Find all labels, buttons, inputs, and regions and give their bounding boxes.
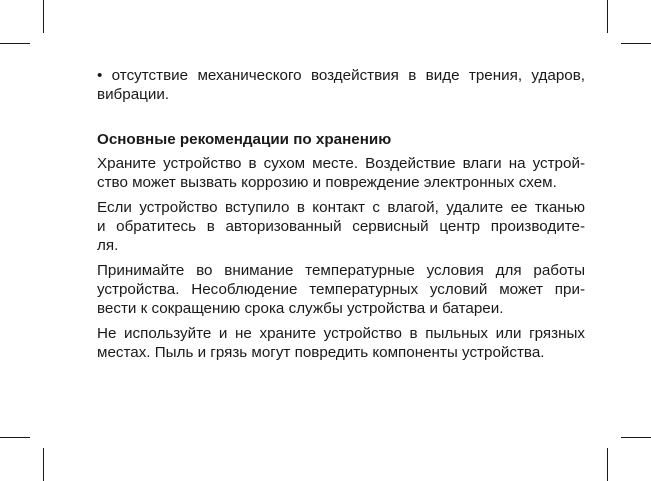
paragraph-temperature — [97, 261, 585, 318]
crop-mark-top-left-horizontal — [0, 43, 30, 44]
paragraph-line: Если устройство вступило в контакт с влагой, удалите ее тканью — [97, 199, 585, 216]
paragraph-line: устройства. Несоблюдение температурных условий может при- — [97, 281, 585, 298]
crop-mark-top-left-vertical — [43, 0, 44, 33]
paragraph-line: Принимайте во внимание температурные условия для работы — [97, 262, 585, 279]
paragraph-line: местах. Пыль и грязь могут повредить компоненты устройства. — [97, 344, 545, 361]
paragraph-moisture-contact — [97, 198, 585, 255]
crop-mark-top-right-vertical — [607, 0, 608, 33]
page-content — [97, 66, 585, 368]
crop-mark-bottom-left-horizontal — [0, 437, 30, 438]
paragraph-dust — [97, 324, 585, 362]
crop-mark-bottom-left-vertical — [43, 448, 44, 481]
paragraph-line: Храните устройство в сухом месте. Воздействие влаги на устрой- — [97, 155, 585, 172]
bullet-paragraph — [97, 66, 585, 104]
paragraph-line: вести к сокращению срока службы устройства и батареи. — [97, 300, 504, 317]
crop-mark-bottom-right-vertical — [607, 448, 608, 481]
bullet-line-1: • отсутствие механического воздействия в виде трения, ударов, — [97, 67, 585, 84]
bullet-line-2: вибрации. — [97, 86, 170, 103]
section-heading: Основные рекомендации по хранению — [97, 131, 392, 148]
crop-mark-bottom-right-horizontal — [621, 437, 651, 438]
crop-mark-top-right-horizontal — [621, 43, 651, 44]
paragraph-line: и обратитесь в авторизованный сервисный центр производите- — [97, 218, 585, 235]
paragraph-line: Не используйте и не храните устройство в пыльных или грязных — [97, 325, 585, 342]
paragraph-line: ство может вызвать коррозию и повреждение электронных схем. — [97, 174, 557, 191]
paragraph-line: ля. — [97, 237, 119, 254]
paragraph-dry-place — [97, 154, 585, 192]
